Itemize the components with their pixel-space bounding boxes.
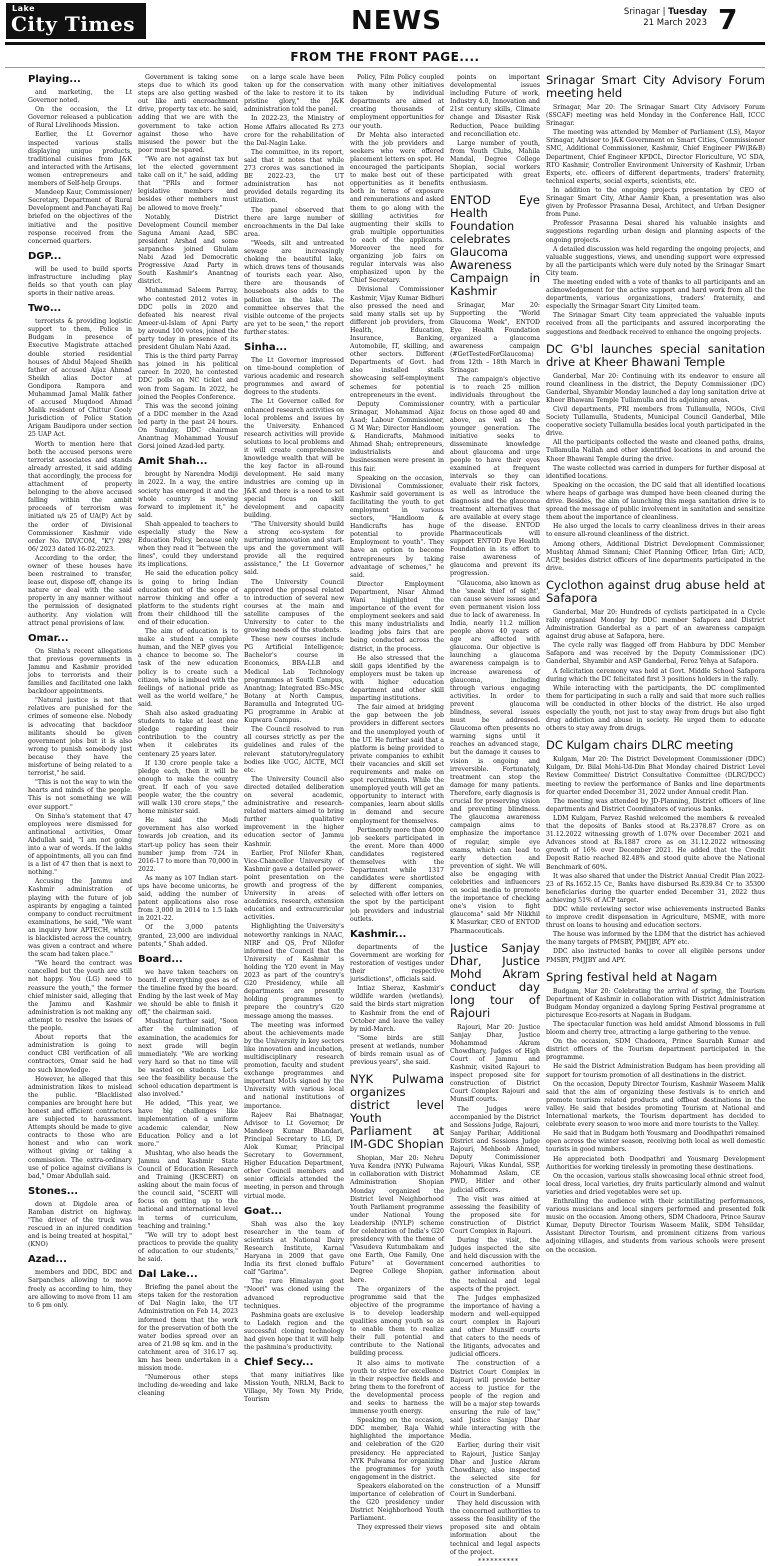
story-paragraph: Briefing the panel about the steps taken for the restoration of Dal Nagin lake, the UT Administration on Feb 14, 2023 informed them that the work for the preservation of both the water bodies spread over an area of 21.98 sq km. and in the catchment area of 316.17 sq. km has been undertaken in a mission mode. [138,1284,238,1373]
story-paragraph: Mandeep Kaur, Commissioner/ Secretary, Department of Rural Development and Panchayati Raj briefed on the objectives of the initiative and the positive response received from the concerned quarters. [28,189,132,245]
story-paragraph: "Numerous other steps including de-weeding and lake cleaning [138,1374,238,1398]
story-paragraph: Worth to mention here that both the accused persons were terrorist associates and stands already arrested, it said adding that accordingly, the process for attachment of property belonging to the above accused falling within the ambit proceeds of terrorism was initiated u/s 25 of UA(P) Act by the order of Divisional Commissioner Kashmir vide order No. DIV/COM, "K"/ 298/ 06/ 2023 dated 16-02-2023. [28,440,132,553]
story-paragraph: As many as 107 Indian start-ups have become unicorns, he said, adding the number of patent applications also rose from 3,000 in 2014 to 1.5 lakh in 2021-22. [138,874,238,923]
column-5 [450,74,540,1565]
story-paragraph: The fair aimed at bridging the gap between the job providers in different sectors and the unemployed youth of the UT. He further said that a platform is being provided to private companies to exhibit their vacancies and skill set requirements and make on spot recruitments. While the unemployed youth will get an opportunity to interact with companies, learn about skills in demand and secure employment for themselves. [350,704,444,825]
page-subhead: FROM THE FRONT PAGE.... [290,50,480,64]
story-jump-heading: Amit Shah... [138,456,208,468]
story-jump-heading: Two... [28,303,62,315]
story-paragraph: He said the Modi government has also worked towards job creation, and its start-up policy has seen their number jump from 724 in 2016-17 to more than 70,000 in 2022. [138,817,238,873]
story-paragraph: Speaking on the occasion, DDC member, Raja Wahid highlighted the importance and celebration of the G20 presidency. He appreciated NYK Pulwama for organizing the programmes for youth engagement in the district. [350,1417,444,1481]
story-paragraph: The panel observed that there are large number of encroachments in the Dal lake area. [244,206,344,238]
story-paragraph: Civil departments, PRI members from Tullamulla, NGOs, Civil Society Tullamulla, Students, Municipal Council Ganderbal, Mile cooperative society Tullamulla besides local youth participated in the drive. [546,406,765,438]
story-paragraph: Enthralling the audience with their scintillating performances, various musicians and local singers performed and presented folk music on the occasion. Among others, SDM Chadoora, Prince Saurav Kumar, Deputy Director Tourism Waseem Malik, SDM Tehsildar, Assistant Director Tourism, and prominent citizens from various adjoining villages, and students from various schools were present on the occasion. [546,1197,765,1254]
story-paragraph: "We heard the contract was cancelled but the youth are still not happy. You (LG) need to reassure the youth," the former chief minister said, alleging that the Jammu and Kashmir administration is not making any attempt to resolve the issues of the people. [28,960,132,1033]
story-paragraph: Rajeev Rai Bhatnagar, Advisor to Lt Governor, Dr Mandeep Kumar Bhandari, Principal Secretary to LG, Dr Alok Kumar, Principal Secretary to Government, Higher Education Department, other Council members and senior officials attended the meeting, in person and through virtual mode. [244,1111,344,1200]
story-paragraph: Shah appealed to teachers to especially study the New Education Policy, because only when they read it "between the lines", could they understand its implications. [138,520,238,569]
story-headline: NYK Pulwama organizes district level Youth Parliament at IM-GDC Shopian [350,1072,444,1152]
story-paragraph: A detailed discussion was held regarding the ongoing projects, and valuable suggestions, views, and unending support were expressed by all the participants which were duly noted by the Srinagar Smart City team. [546,245,765,277]
story-jump-heading: Goat... [244,1205,283,1217]
story-paragraph: "We are not against tax but let the elected government take call on it," he said, adding that "PRIs and former legislative members and besides other members must be allowed to move freely." [138,155,238,212]
story-paragraph: They expressed their views [357,1524,443,1532]
story-paragraph: It also aims to motivate youth to strive for excellence in their respective fields and bring them to the forefront of the developmental process and seeks to harness the immense youth energy. [350,1359,444,1416]
story-paragraph: Highlighting the University's noteworthy rankings in NAAC, NIRF and QS, Prof Nilofer informed the Council that the University of Kashmir is holding the Y20 event in May 2023 as part of the country's G20 Presidency, while all departments are presently holding programmes to prepare the country's G20 message among the masses. [244,923,344,1020]
story-jump-heading: Stones... [28,1185,79,1197]
story-jump-heading: Dal Lake... [138,1269,198,1281]
story-paragraph: On Sinha's recent allegations that previous governments in Jammu and Kashmir provided jobs to terrorists and their families and facilitated one lakh backdoor appointments. [28,647,132,696]
story-paragraph: Notably, District Development Council member Saguna Amani Azad, SBC president Arshad and some sarpanches joined Ghulam Nabi Azad led Democratic Progressive Azad Party in South Kashmir's Anantnag district. [138,213,238,286]
story-paragraph: Mushtaq further said, "Soon after the culmination of examination, the academics for next grade will begin immediately. "We are working very hard so that no time will be wasted on students. Let's see the feasibility because the school education department is also involved." [138,1018,238,1099]
story-paragraph: He said the education policy is going to bring Indian education out of the scope of narrow thinking and offer a platform to the students right from their childhood till the end of their education. [138,570,238,626]
story-paragraph: In addition to the ongoing projects presentation by CEO of Srinagar Smart City, Athar Aamir Khan, a presentation was also given by Professor Prasanna Desai, Architect, and Urban Designer from Pune. [546,186,765,219]
story-paragraph: departments of the Government are working for restoration of vestiges under their respective jurisdictions", officials said. [350,943,444,984]
column-6 [546,73,765,1254]
story-paragraph: DDC while reviewing sector wise achievements instructed Banks to improve credit dispensation in Agriculture, MSME, with more thrust on loans to housing and education sectors. [546,905,765,930]
story-headline: ENTOD Eye Health Foundation celebrates Glaucoma Awareness Campaign in Kashmir [450,193,540,299]
story-paragraph: The meeting was informed about the achievements made by the University in key sectors like innovation and incubation, multidisciplinary research promotion, faculty and student exchange programmes and important MoUs signed by the University with various local and national institutions of importance. [244,1021,344,1110]
story-paragraph: "Glaucoma, also known as the 'sneak thief of sight', can cause severe issues and even permanent vision loss due to lack of awareness. In India, nearly 11.2 million people above 40 years of age are affected with glaucoma. Our objective is launching a glaucoma awareness campaign is to increase awareness of glaucoma, including through various engaging activities. In order to prevent glaucoma blindness, several issues must be addressed. Glaucoma often presents no warning signs until it reaches an advanced stage, but the damage it causes to vision is ongoing and irreversible. Fortunately, treatment can stop the damage for many patients. Therefore, early diagnosis is crucial for preserving vision and preventing blindness. The glaucoma awareness campaign aims to emphasize the importance of regular, simple eye exams, which can lead to early detection and prevention of sight. We will also be engaging with celebrities and influencers on social media to promote the importance of checking one's vision to fight glaucoma" said Mr Nikkhil K Masurkar, CEO of ENTOD Pharmaceuticals. [450,579,540,935]
story-paragraph: Mushtaq, who also heads the Jammu and Kashmir State Council of Education Research and Training (JKSCERT) on asking about the main focus of the council said, "SCERT will focus on getting up to the national and international level in terms of curriculum, teaching and training." [138,1149,238,1230]
story-jump-heading: Playing... [28,74,81,85]
story-paragraph: If 130 crore people take a pledge each, then it will be enough to make the country great. If each of you save people water, the the country will walk 130 crore steps," the home minister said. [138,759,238,816]
story-headline: Justice Sanjay Dhar, Justice Mohd Akram conduct day long tour of Rajouri [450,940,540,1020]
dateline-place: Srinagar [623,7,660,17]
story-paragraph: Government is taking some steps due to which its good steps are also getting washed out like anti encroachment drive, property tax etc. he said, adding that we are with the government to take action against those who have misused the power but the poor must be spared. [138,74,238,154]
story-paragraph: we have taken teachers on board. If everything goes as of the timeline fixed by the board. Ending by the last week of May we should be able to finish it off," the chairman said. [138,968,238,1017]
story-paragraph: According to the order, the owner of these houses have been restrained to transfer, lease out, dispose off, change its nature or deal with the said property in any manner without the permission of designated authority. Any violation will attract penal provisions of law. [28,554,132,627]
story-paragraph: Of the 3,000 patents granted, 23,000 are individual patents," Shah added. [138,924,238,948]
story-paragraph: "Natural justice is not that relatives are punished for the crimes of someone else. Nobody is advocating that backdoor militants should be given government jobs but it is also wrong to punish somebody just because they have the misfortune of being related to a terrorist," he said. [28,697,132,778]
story-paragraph: However, he alleged that this administration likes to mislead the public. "Blacklisted companies are brought here but honest and efficient contractors are subjected to harassment. Attempts should be made to give contracts to those who are honest and who can work without giving or taking a commission. The extra-ordinary use of police against civilians is bad," Omar Abdullah said. [28,1075,132,1180]
story-paragraph: and marketing, the Lt Governor noted. [28,89,132,105]
story-paragraph: He also urged the locals to carry cleanliness drives in their areas to ensure all-round cleanliness of the district. [546,523,765,539]
story-paragraph: The campaign's objective is to reach 25 million individuals throughout the country, with a particular focus on those aged 40 and above, as well as the younger generation. The initiative seeks to disseminate knowledge about glaucoma and urge people to have their eyes examined at frequent intervals so they can evaluate their risk factors, as well as introduce the diagnosis and the glaucoma treatment alternatives that are available at every stage of the disease. ENTOD Pharmaceuticals will support ENTOD Eye Health Foundation in its effort to raise awareness of glaucoma and prevent its progression. [450,376,540,578]
column-4 [350,74,444,1532]
story-paragraph: will be used to build sports infrastructure including play fields so that youth can play sports in their native areas. [28,265,132,298]
story-paragraph: During the visit, the Judges inspected the site and held discussion with the concerned authorities to gather information about the technical and legal aspects of the project. [450,1237,540,1293]
story-paragraph: This was the second joining of a DDC member in the Azad led party in the past 24 hours. On Sunday, DDC chairman Anantnag Mohammad Yousuf Gorsi joined Azad-led party. [138,402,238,451]
story-paragraph: "The University should build a strong eco-system for nurturing innovation and start-ups and the government will provide all the required assistance," the Lt Governor said. [244,520,344,577]
story-paragraph: Shah was also the key researcher in the team of scientists at National Dairy Research Institute, Karnal Haryana in 2009 that gave India its first cloned buffalo calf "Garima". [244,1220,344,1277]
story-paragraph: On Sinha's statement that 47 employees were dismissed for antinational activities, Omar Abdullah said, "I am not going into a war of words. If the lakhs of appointments, all you can find is a list of 47 then that is next to nothing." [28,812,132,877]
story-paragraph: The organizers of the programme said that the objective of the programme is to develop leadership qualities among youth so as to enable them to realize their full potential and contribute to the National building process. [350,1285,444,1358]
story-paragraph: All the participants collected the waste and cleaned paths, drains, Tullamulla Nallah and other identified locations in and around the Kheer Bhawani Temple during the drive. [546,439,765,463]
story-paragraph: Pashmina goats are exclusive to Ladakh region and the successful cloning technology had given hope that it will help the pashmina's productivity. [244,1311,344,1352]
page-number: 7 [718,3,738,36]
story-paragraph: The Srinagar Smart City team appreciated the valuable inputs received from all the participants and assured incorporating the suggestions and feedback received to enhance the ongoing projects. [546,312,765,336]
story-paragraph: Earlier, during their visit to Rajouri, Justice Sanjay Dhar and Justice Akram Chowdhary, also inspected the selected site for construction of a Munsiff Court in Sunderbani. [450,1442,540,1498]
story-paragraph: He said the District Administration Budgam has been providing all support for tourism promotion of all destinations in the district. [546,1063,765,1079]
end-marker: ********** [478,1557,519,1565]
story-jump-heading: Omar... [28,632,69,644]
story-paragraph: Budgam, Mar 20: Celebrating the arrival of spring, the Tourism Department of Kashmir in collaboration with District Administration Budgam Monday organized a daylong Spring Festival programme at picturesque Eco-resorts at Nagam in Budgam. [546,987,765,1019]
story-paragraph: that many initiatives like Mission Youth, NRLM, Back to Village, My Town My Pride, Tourism [244,1372,344,1404]
story-paragraph: The spectacular function was held amidst Almond blossoms in full bloom and cherry tree, attracting a large gathering to the venue. [546,1021,765,1037]
story-paragraph: He said that in Budgam both Yousmarg and Doodhpathri remained open across the winter season, receiving both local as well domestic tourists in good numbers. [546,1130,765,1154]
story-jump-heading: Kashmir... [350,928,407,940]
story-paragraph: Professor Prasanna Desai shared his valuable insights and suggestions regarding urban design and planning aspects of the ongoing projects. [546,220,765,244]
story-paragraph: members and DDC, BDC and Sarpanches allowing to move freely as according to him, they are allowing to move from 11 am to 6 pm only. [28,1269,132,1309]
story-paragraph: This is the third party Parray has joined in his political career. In 2020, he contested DDC polls on NC ticket and won from Sagam. In 2022, he joined the Peoples Conference. [138,353,238,401]
story-paragraph: Shopian, Mar 20: Nehru Yuva Kendra (NYK) Pulwama in collaboration with District Administration Shopian Monday organized the District level Neighborhood Youth Parliament programme under National Young Leadership (NYLP) scheme for celebration of India's G20 presidency with the theme of "Vasudeva Kutumbakam and one Earth, One Family, One Future" at Government Degree College Shopian, here. [350,1155,444,1284]
story-paragraph: It was also shared that under the District Annual Credit Plan 2022-23 of Rs.1652.15 Cr., Banks have disbursed Rs.839.84 Cr to 35300 beneficiaries during the quarter ended December 31, 2022 thus achieving 51% of ACP target. [546,872,765,904]
story-paragraph: Large number of youth, from Youth Clubs, Mahila Mandal, Degree College Shopian, social workers participated with great enthusiasm. [450,139,540,188]
story-paragraph: The waste collected was carried in dumpers for further disposal at identified locations. [546,464,765,480]
story-paragraph: "We will try to adopt best practices to provide the quality of education to our students," he said. [138,1231,238,1264]
story-paragraph: The University Council also directed detailed deliberation on several academic, administrative and research-related matters aimed to bring further qualitative improvement in the higher education sector of Jammu Kashmir. [244,775,344,848]
newspaper-logo [6,3,146,39]
story-paragraph: The Lt Governor called for enhanced research activities on local problems and issues by the University. Enhanced research activities will provide solutions to local problems and it will create comprehensive knowledge wealth that will be the key factor in all-round development. He said many industries are coming up in J&K and there is a need to set special focus on skill development and capacity building. [244,398,344,519]
story-jump-heading: DGP... [28,250,62,262]
story-paragraph: The committee, in its report, said that it notes that while 273 crores was sanctioned in BE 2022-23, the UT administration has not provided details regarding its utilization. [244,148,344,205]
story-paragraph: On the occasion, Deputy Director Tourism, Kashmir Waseem Malik said that the aim of organizing these festivals is to enrich and promote tourism related products and offbeat destinations in the valley. He said that besides promoting Tourism at National and International markets, the Tourism department has decided to celebrate every season to woo more and more tourists to the Valley. [546,1080,765,1129]
logo-top-word: Lake [12,4,36,13]
story-paragraph: brought by Narendra Modiji in 2022. In a way, the entire society has emerged it and the whole country is moving forward to implement it," he said. [138,471,238,519]
masthead [0,0,770,42]
story-paragraph: The cycle rally was flagged off from Habbura by DDC Member Safapora and was received by the Deputy Commissioner (DC) Ganderbal, Shyambir and ASP Ganderbal, Feroz Yehya at Safapora. [546,642,765,666]
story-paragraph: He appreciated both Doodpathri and Yousmarg Development Authorities for working tirelessly in promoting these destinations. [546,1155,765,1171]
story-headline: Srinagar Smart City Advisory Forum meeting held [546,73,765,100]
column-3 [244,74,344,1404]
logo-main-word: City Times [11,12,135,36]
story-paragraph: A felicitation ceremony was held at Govt. Middle School Safapora during which the DC felicitated first 3 positions holders in the rally. [546,667,765,683]
story-paragraph: He added, "This year, we have big challenges like implementation of a uniform academic calendar, New Education Policy and a lot more." [138,1100,238,1148]
story-paragraph: On the occasion, SDM Chadoora, Prince Saurabh Kumar and district officers of the Tourism department participated in the programme. [546,1038,765,1062]
story-paragraph: Divisional Commissioner Kashmir, Vijay Kumar Bidhuri also pressed the need and said many stalls set up by different job providers, from Health, Education, Insurance, Banking, Automobile, IT, skilling, and other sectors. Different Departments of Govt. had also installed stalls showcasing self-employment schemes for potential entrepreneurs in the event. [350,286,444,399]
story-paragraph: He also stressed that the skill gaps identified by the employers must be taken up with higher education department and other skill imparting institutions. [350,654,444,703]
story-paragraph: Accusing the Jammu and Kashmir administration of playing with the future of job aspirants by engaging a tainted company to conduct recruitment examinations, he said, "We want an inquiry how APTECH, which is blacklisted across the country, was given a contract and where the scam had taken place." [28,878,132,959]
story-paragraph: Shah also asked graduating students to take at least one pledge regarding their contribution to the country when it celebrates its centenary 25 years later. [138,710,238,758]
story-paragraph: The meeting was attended by Member of Parliament (LS), Mayor Srinagar, Advisor to J&K Government on Smart Cities, Commissioner SMC, Additional Commissioner, Kashmir, Chief Engineer PW(R&B) Department, Chief Engineer KPDCL, Director Floriculture, VC SDA, RTO Kashmir, Controller Environment University of Kashmir, Urban Experts, etc. officers of different departments, traders' fraternity, technical experts, social experts, scientists, etc. [546,129,765,185]
story-paragraph: Srinagar, Mar 20: Supporting the "World Glaucoma Week", ENTOD Eye Health Foundation organized a glaucoma awareness campaign (#GetTestedForGlaucoma) from 12th – 18th March in Srinagar. [450,302,540,375]
section-title: NEWS [351,6,442,36]
story-jump-heading: Chief Secy... [244,1357,314,1369]
story-paragraph: Muhammad Saleem Parray, who contested 2012 votes in DDC polls in 2020 and defeated his nearest rival Ameer-ul-Islam of Apni Party by around 100 votes, joined the party today in presence of its president Ghulam Nabi Azad. [138,287,238,352]
dateline-day: Tuesday [668,7,707,17]
story-jump-heading: Azad... [28,1254,67,1266]
story-paragraph: "This is not the way to win the hearts and minds of the people. This is not something we will ever support." [28,779,132,811]
story-paragraph: The rare Himalayan goat "Noori" was cloned using the advanced reproductive techniques. [244,1278,344,1310]
dateline: Srinagar | Tuesday 21 March 2023 [623,7,707,28]
story-paragraph: The Judges emphasized the importance of having a modern and well-equipped court complex in Rajouri and other Munsiff courts that caters to the needs of the litigants, advocates and judicial officers. [450,1294,540,1359]
story-paragraph: While interacting with the participants, the DC complimented them for participating in such a rally and said that more such rallies will be conducted in other blocks of the district. He also urged especially the youth, not just to stay away from drugs but also fight drug addiction and abuse in society. He urged them to educate others to stay away from drugs. [546,684,765,733]
story-paragraph: "Some birds are still present at wetlands, number of birds remain usual as of previous years", she said. [350,1034,444,1067]
story-paragraph: Ganderbal, Mar 20: Hundreds of cyclists participated in a Cycle rally organised Monday by DDC member Safapora and District Administration Ganderbal as a part of an awareness campaign against drug abuse at Safapora, here. [546,608,765,641]
story-headline: Cyclothon against drug abuse held at Safapora [546,577,765,605]
column-1 [28,74,132,1309]
story-headline: Spring festival held at Nagam [546,969,718,984]
story-paragraph: The construction of a District Court Complex in Rajouri will provide better access to justice for the people of the region and will be a major step towards ensuring the rule of law," said Justice Sanjay Dhar while interacting with the Media. [450,1360,540,1441]
story-paragraph: The meeting ended with a vote of thanks to all participants and an acknowledgement for the active support and hard work from all the departments, various organizations, traders' fraternity, and especially the Srinagar Smart City Limited team. [546,278,765,311]
story-paragraph: Kulgam, Mar 20: The District Development Commissioner (DDC) Kulgam, Dr. Bilal Mohi-Ud-Din Bhat Monday chaired District Level Review Committee/ District Consultative Committee (DLRC/DCC) meeting to review the performance of Banks and line departments for quarter ended December 31, 2022 under Annual credit Plan. [546,756,765,796]
story-paragraph: Rajouri, Mar 20: Justice Sanjay Dhar, Justice Mohammad Akram Chowdhary, Judges of High Court of Jammu and Kashmir, visited Rajouri to inspect proposed site for construction of District Court Complex Rajouri and Munsiff courts. [450,1023,540,1104]
story-paragraph: Ganderbal, Mar 20: Continuing with its endeavor to ensure all round cleanliness in the district, the Deputy Commissioner (DC) Ganderbal, Shyambir Monday launched a day long sanitation drive at Kheer Bhawani Temple Tullamulla and its adjoining areas. [546,372,765,404]
story-paragraph: In 2022-23, the Ministry of Home Affairs allocated Rs 273 crore for the rehabilitation of the Dal-Nagin Lake. [244,115,344,147]
story-paragraph: Earlier, Prof Nilofer Khan, Vice-Chancellor University of Kashmir gave a detailed power-point presentation on the growth and progress of the University in areas of academics, research, extension education and extracurricular activities. [244,849,344,922]
story-paragraph: The Lt Governor impressed on time-bound completion of various academic and research programmes and award of degrees to the students. [244,357,344,397]
story-paragraph: LDM Kulgam, Parvez Rashid welcomed the members & revealed that the deposits of Banks stood at Rs.2378.87 Crore as on 31.12.2022 witnessing growth of 1.07% over December 2021 and Advances stood at Rs.1887 crore as on 31.12.2022 witnessing growth of 16% over December 2021. He added that the Credit Deposit Ratio reached 82.48% and stood quite above the National Benchmark of 60%. [546,814,765,871]
story-headline: DC Kulgam chairs DLRC meeting [546,738,734,753]
story-paragraph: points on important developmental issues including Future of work, Industry 4.0, Innovation and 21st century skills, Climate change and Disaster Risk Reduction, Peace building and reconciliation etc. [450,74,540,138]
masthead-rule [5,42,765,45]
dateline-date: 21 March 2023 [643,18,707,28]
story-paragraph: Deputy Commissioner Srinagar, Mohammad Aijaz Asad; Labour Commissioner, G M War; Director Handloom & Handicrafts, Mahmood Ahmad Shah; entrepreneurs, industrialists and businessmen were present in this fair. [350,400,444,473]
story-paragraph: terrorists & providing logistic support to them, Police in Budgam in presence of Executive Magistrate attached double storied residential houses of Abdul Majeed Sheikh father of accused Aijaz Ahmad Sheikh alias Doctor at Gondipora Rampora and Muhammad Jamal Malik father of accused Muqdood Ahmad Malik resident of Chittur Gooly Jurisdiction of Police Station Arigam Baudipora under section 25 UAP Act. [28,318,132,439]
story-jump-heading: Board... [138,953,183,965]
story-paragraph: The Judges were accompanied by the District and Sessions Judge, Rajouri, Sanjay Parihar, Additional District and Sessions Judge Rajouri, Mehboob Ahmed, Deputy Commissioner Rajouri, Vikas Kundal, SSP, Mohammad Aslam, CE PWD, Hitler and other judicial officers. [450,1105,540,1194]
column-2 [138,74,238,1398]
story-paragraph: The University Council approved the proposal related to introduction of several new courses at the main and satellite campuses of the University to cater to the growing needs of the students. [244,578,344,635]
story-paragraph: Earlier, the Lt Governor inspected various stalls displaying unique products, traditional cuisines from J&K and interacted with the Artisans, women entrepreneurs and members of Self-help Groups. [28,131,132,188]
story-paragraph: Speaking on the occasion, Divisional Commissioner, Kashmir said government is facilitating the youth to get employment in various sectors, "Handloom & Handicrafts has huge potential to provide Employment to youth". They have an option to become entrepreneurs by taking advantage of schemes," he said. [350,474,444,579]
story-paragraph: DDC also instructed banks to cover all eligible persons under PMSBY, PMJJBY and APY. [546,948,765,964]
story-paragraph: down at Digdole area of Ramban district on highway. "The driver of the truck was rescued in an injured condition and is being treated at hospital," (KNO) [28,1200,132,1249]
story-paragraph: Policy, Film Policy coupled with many other initiatives taken by individual departments are aimed at creating thousands of employment opportunities for our youth. [350,74,444,130]
story-paragraph: Among others, Additional District Development Commissioner, Mushtaq Ahmad Simnani; Chief Planning Officer, Irfan Giri; ACD, ACP, besides district officers of line departments participated in the drive. [546,540,765,572]
story-paragraph: These new courses include PG Artificial Intelligence; Bachelor's course in Economics, BBA-LLB and Medical Lab Technology programmes at South Campus, Anantnag; Integrated BSc-MSc Botany at North Campus, Baramulla and Integrated UG-PG programme in Arabic at Kupwara Campus. [244,636,344,725]
story-paragraph: They held discussion with the concerned authorities to assess the feasibility of the proposed site and obtain information about the technical and legal aspects of the project. [450,1500,540,1556]
story-paragraph: Speaking on the occasion, the DC said that all identified locations where heaps of garbage was dumped have been cleaned during the drive. Besides, the aim of launching this mega sanitation drive is to spread the message of public involvement in sanitation and sensitize them about the importance of cleanliness. [546,481,765,522]
story-jump-heading: Sinha... [244,342,288,353]
story-paragraph: Director Employment Department, Nisar Ahmad Wani highlighted the importance of the event for employment seekers and said this many industrialists and leading jobs fairs that are being conducted across the district, in the process. [350,580,444,653]
story-paragraph: "Weeds, silt and untreated sewage are increasingly choking the beautiful lake, which draws tens of thousands of tourists each year. Also, there are thousands of houseboats also adds to the pollution in the lake. The committee observes that the visible outcome of the projects are yet to be seen," the report further states. [244,239,344,336]
story-paragraph: Srinagar, Mar 20: The Srinagar Smart City Advisory Forum (SSCAF) meeting was held Monday in the Conference Hall, ICCC Srinagar. [546,104,765,128]
story-paragraph: The house was informed by the LDM that the district has achieved the many targets of PMSBY, PMJJBY, APY etc. [546,931,765,947]
story-headline: DC G'bl launches special sanitation drive at Kheer Bhawani Temple [546,341,765,369]
story-paragraph: The meeting was attended by JD-Planning, District officers of line departments and District Coordinators of various banks. [546,797,765,813]
story-paragraph: About reports that the administration is going to conduct CBI verification of all contractors, Omar said he had no such knowledge. [28,1034,132,1074]
story-paragraph: The visit was aimed at assessing the feasibility of the proposed site for construction of District Court Complex in Rajouri. [450,1195,540,1235]
story-paragraph: The Council resolved to run all courses strictly as per the guidelines and rules of the relevant statutory/regulatory bodies like UGC, AICTE, MCI etc. [244,726,344,774]
story-paragraph: on a large scale have been taken up for the conservation of the lake to restore it to its pristine glory," the J&K administration told the panel. [244,74,344,114]
story-paragraph: On the occasion, various stalls showcasing local ethnic street food, local dress, local varieties, dry fruits particularly almond and walnut varieties and dried vegetables were set up. [546,1172,765,1196]
story-paragraph: The aim of education is to make a student a complete human, and the NEP gives you a chance to become so. The task of the new education policy is to create such a citizen, who is imbued with the feelings of national pride as well as the world welfare," he said. [138,628,238,708]
story-paragraph: Speakers elaborated on the importance of celebration of the G20 presidency under District Neighborhood Youth Parliament. [350,1482,444,1523]
subhead-rule [5,67,765,68]
story-paragraph: On the occasion, the Lt Governor released a publication of Rural Livelihoods Mission. [28,106,132,130]
story-paragraph: Intiaz Sheraz, Kashmir's wildlife warden (wetlands), said the birds start migration to Kashmir from the end of October and leave the valley by mid-March. [350,985,444,1033]
story-paragraph: Pertinently more than 4000 job seekers participated in the event. More than 4000 candidates registered themselves with the Department while 1317 candidates were shortlisted by different companies, selected with offer letters on the spot by the participant job providers and industrial outlets. [350,826,444,923]
story-paragraph: Dr Mehta also interacted with the job providers and seekers who were offered placement letters on spot. He encouraged the participants to make best out of these opportunities as it benefits both in terms of exposure and remunerations and asked them to go along with the skilling activities for augmenting their skills to grab multiple opportunities to each of the applicants. Moreover the need for organizing job fairs on regular intervals was also emphasized upon by the Chief Secretary. [350,131,444,285]
